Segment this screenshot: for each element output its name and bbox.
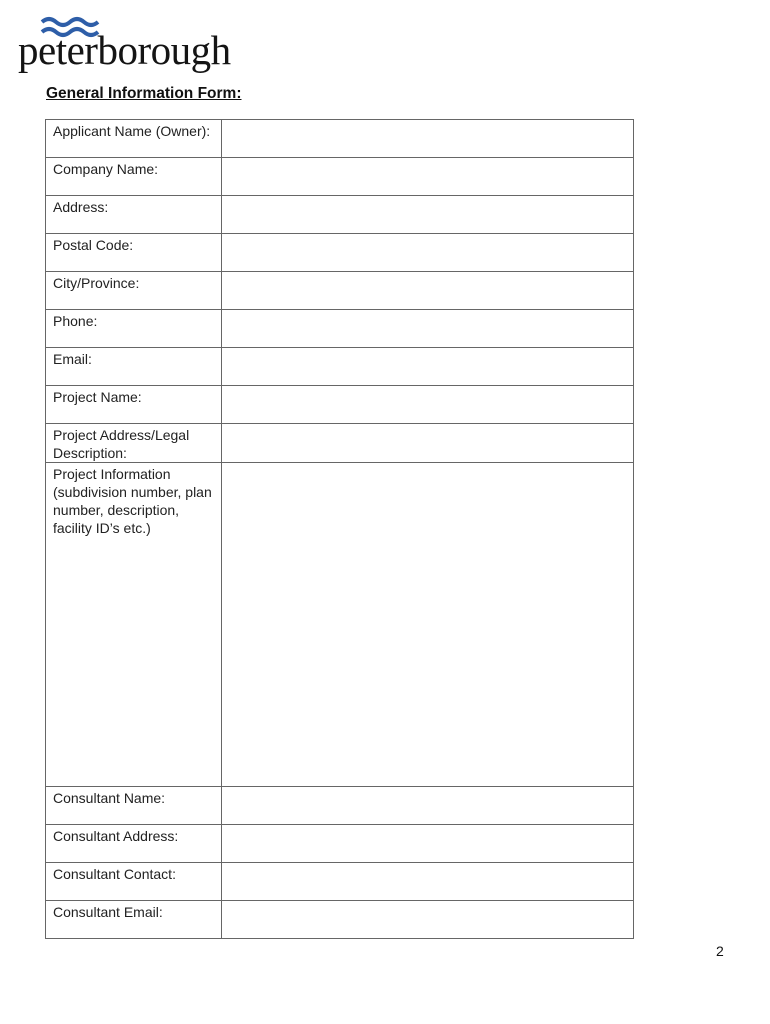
- form-row: [46, 272, 634, 310]
- form-row: [46, 901, 634, 939]
- field-label: Consultant Name:: [46, 787, 222, 825]
- field-value-cell[interactable]: [221, 424, 633, 463]
- form-row: [46, 348, 634, 386]
- form-row: [46, 310, 634, 348]
- form-row: [46, 158, 634, 196]
- field-label: City/Province:: [46, 272, 222, 310]
- field-label: Phone:: [46, 310, 222, 348]
- field-value-cell[interactable]: [221, 196, 633, 234]
- field-label: Project Address/Legal Description:: [46, 424, 222, 463]
- form-row: [46, 234, 634, 272]
- field-value-cell[interactable]: [221, 825, 633, 863]
- form-row: [46, 787, 634, 825]
- form-row: [46, 863, 634, 901]
- form-row: [46, 386, 634, 424]
- form-row: [46, 120, 634, 158]
- field-label: Project Information (subdivision number, plan number, description, facility ID’s etc.): [46, 463, 222, 787]
- field-value-cell[interactable]: [221, 120, 633, 158]
- form-row: [46, 196, 634, 234]
- field-label: Email:: [46, 348, 222, 386]
- peterborough-logo: [18, 14, 248, 80]
- field-value-cell[interactable]: [221, 310, 633, 348]
- field-value-cell[interactable]: [221, 272, 633, 310]
- field-label: Applicant Name (Owner):: [46, 120, 222, 158]
- field-label: Consultant Address:: [46, 825, 222, 863]
- form-row: [46, 424, 634, 463]
- logo-text: peterborough: [18, 27, 231, 73]
- page-number: 2: [716, 943, 724, 959]
- field-value-cell[interactable]: [221, 158, 633, 196]
- field-value-cell[interactable]: [221, 863, 633, 901]
- field-value-cell[interactable]: [221, 348, 633, 386]
- field-value-cell[interactable]: [221, 463, 633, 787]
- field-value-cell[interactable]: [221, 787, 633, 825]
- field-value-cell[interactable]: [221, 386, 633, 424]
- form-row: [46, 463, 634, 787]
- form-row: [46, 825, 634, 863]
- field-label: Postal Code:: [46, 234, 222, 272]
- field-label: Project Name:: [46, 386, 222, 424]
- field-value-cell[interactable]: [221, 901, 633, 939]
- field-label: Consultant Email:: [46, 901, 222, 939]
- general-information-table: [45, 119, 634, 939]
- field-label: Company Name:: [46, 158, 222, 196]
- field-label: Consultant Contact:: [46, 863, 222, 901]
- form-title: General Information Form:: [46, 85, 242, 102]
- field-value-cell[interactable]: [221, 234, 633, 272]
- field-label: Address:: [46, 196, 222, 234]
